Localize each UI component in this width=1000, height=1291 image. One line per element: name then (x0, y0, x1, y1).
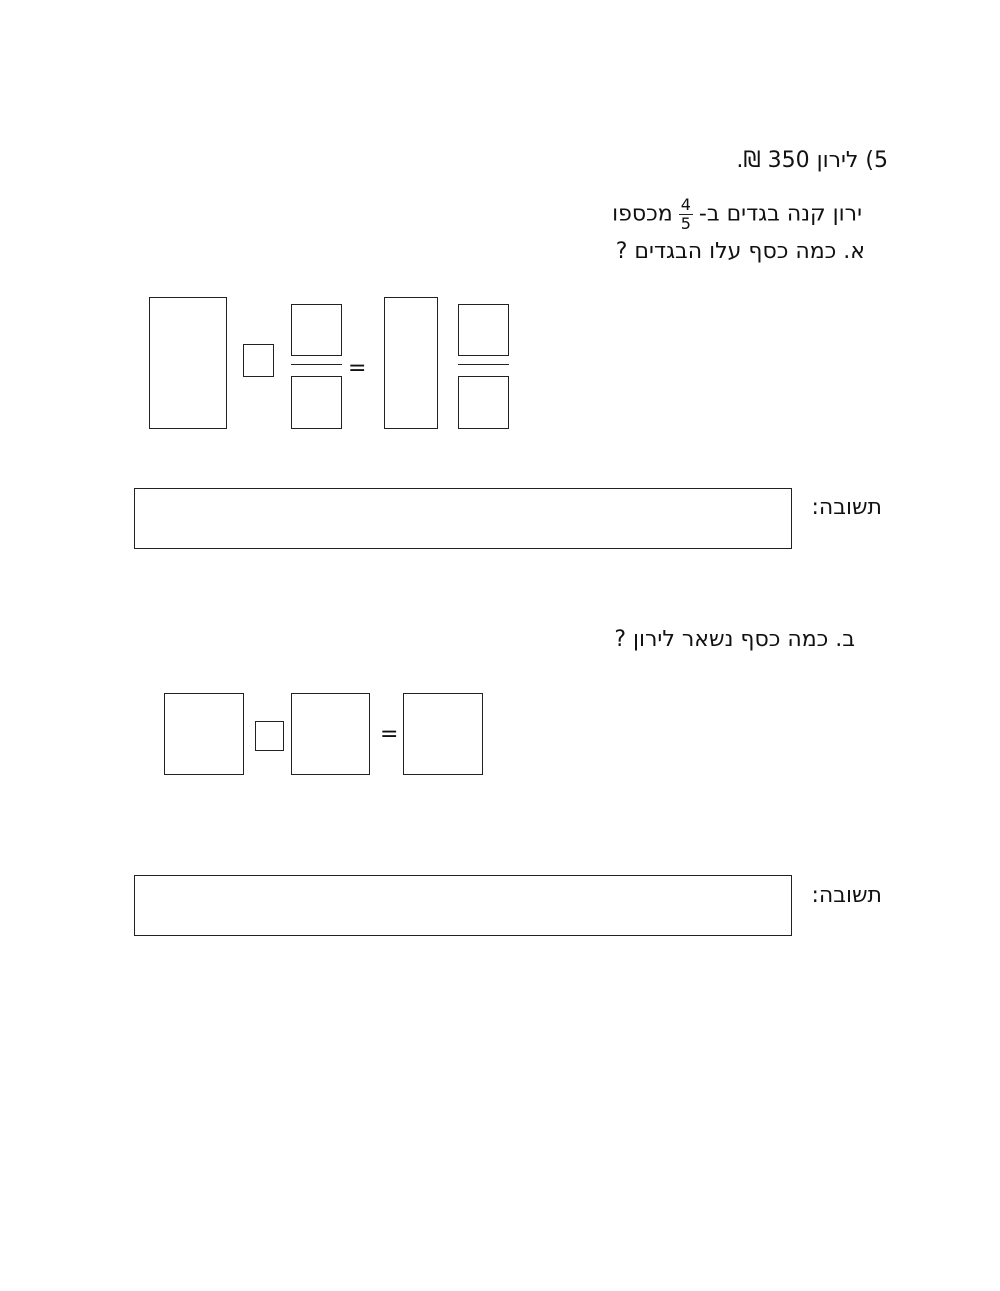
fraction-denominator: 5 (680, 214, 691, 233)
sentence-start: ירון קנה בגדים ב- (698, 201, 862, 227)
eq-a-result-whole-box[interactable] (384, 297, 438, 429)
answer-b-input[interactable] (134, 875, 792, 936)
eq-b-result-box[interactable] (403, 693, 483, 775)
answer-a-input[interactable] (134, 488, 792, 549)
eq-b-equals-sign: = (380, 722, 399, 747)
sentence-end: מכספו (612, 201, 673, 227)
part-a-question: א. כמה כסף עלו הבגדים ? (615, 239, 865, 264)
eq-a-fraction-line (291, 364, 342, 365)
eq-a-fraction-numerator-box[interactable] (291, 304, 342, 356)
fraction-numerator: 4 (680, 195, 691, 214)
eq-a-whole-box[interactable] (149, 297, 227, 429)
question-intro: 5) לירון 350 ₪. (736, 148, 888, 173)
eq-a-result-fraction-line (458, 364, 509, 365)
fraction-four-fifths (679, 196, 693, 233)
answer-b-label: תשובה: (811, 883, 882, 908)
eq-a-fraction-denominator-box[interactable] (291, 376, 342, 429)
eq-a-equals-sign: = (348, 356, 367, 381)
eq-a-result-denominator-box[interactable] (458, 376, 509, 429)
answer-a-label: תשובה: (811, 495, 882, 520)
question-sentence (612, 196, 862, 233)
eq-a-result-numerator-box[interactable] (458, 304, 509, 356)
eq-b-first-box[interactable] (164, 693, 244, 775)
eq-b-operator-box[interactable] (255, 721, 284, 751)
eq-b-second-box[interactable] (291, 693, 370, 775)
eq-a-operator-box[interactable] (243, 344, 274, 377)
part-b-question: ב. כמה כסף נשאר לירון ? (614, 627, 855, 652)
